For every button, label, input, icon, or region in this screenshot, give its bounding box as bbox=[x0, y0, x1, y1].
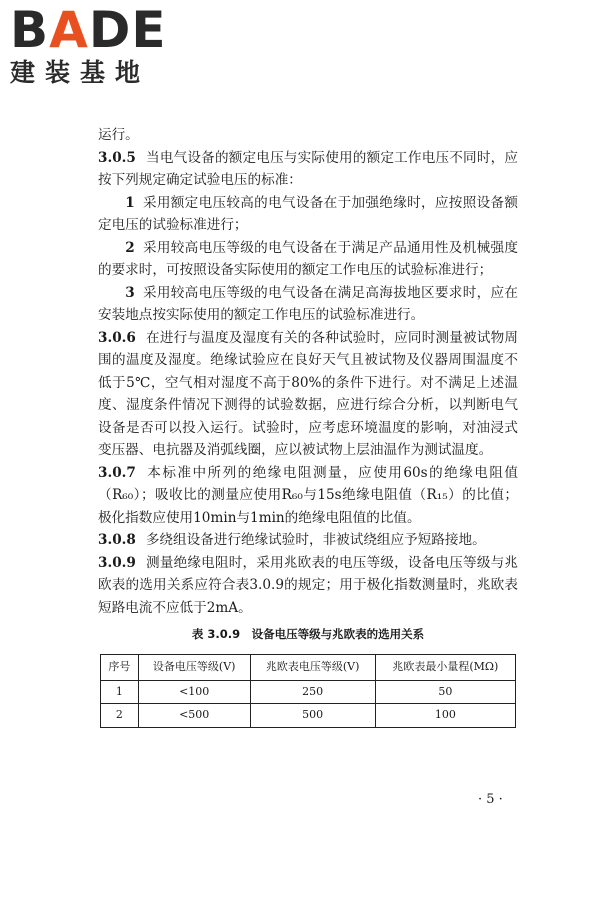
table-cell: 100 bbox=[375, 704, 515, 728]
logo-subtitle: 建装基地 bbox=[10, 58, 151, 87]
clause-3-0-8 bbox=[98, 529, 518, 552]
item-text: 采用额定电压较高的电气设备在于加强绝缘时，应按照设备额定电压的试验标准进行； bbox=[98, 194, 518, 233]
table-cell: <100 bbox=[138, 680, 250, 704]
table-cell: 1 bbox=[101, 680, 139, 704]
table-cell: 250 bbox=[250, 680, 375, 704]
item-number: 1 bbox=[125, 194, 135, 211]
table-row bbox=[101, 704, 516, 728]
clause-number: 3.0.5 bbox=[98, 149, 136, 166]
item-text: 采用较高电压等级的电气设备在于满足产品通用性及机械强度的要求时，可按照设备实际使用的额定工作电压的试验标准进行； bbox=[98, 239, 518, 278]
item-text: 采用较高电压等级的电气设备在满足高海拔地区要求时，应在安装地点按实际使用的额定工作电压的试验标准进行。 bbox=[98, 284, 518, 323]
item-number: 2 bbox=[125, 239, 135, 256]
clause-number: 3.0.7 bbox=[98, 464, 136, 481]
clause-3-0-6 bbox=[98, 327, 518, 462]
list-item-2 bbox=[98, 237, 518, 282]
clause-text: 在进行与温度及湿度有关的各种试验时，应同时测量被试物周围的温度及湿度。绝缘试验应在良好天气且被试物及仪器周围温度不低于5℃，空气相对湿度不高于80%的条件下进行。对不满足上述温度、湿度条件情况下测得的试验数据，应进行综合分析，以判断电气设备是否可以投入运行。试验时，应考虑环境温度的影响，对油浸式变压器、电抗器及消弧线圈，应以被试物上层油温作为测试温度。 bbox=[98, 329, 518, 458]
clause-number: 3.0.8 bbox=[98, 532, 136, 548]
document-body bbox=[98, 124, 518, 728]
table-cell: 50 bbox=[375, 680, 515, 704]
clause-text: 多绕组设备进行绝缘试验时，非被试绕组应予短路接地。 bbox=[145, 532, 486, 548]
table-header-row bbox=[101, 654, 516, 680]
clause-number: 3.0.9 bbox=[98, 554, 136, 571]
table-row bbox=[101, 680, 516, 704]
clause-3-0-7 bbox=[98, 462, 518, 530]
clause-text: 测量绝缘电阻时，采用兆欧表的电压等级，设备电压等级与兆欧表的选用关系应符合表3.0.9的规定；用于极化指数测量时，兆欧表短路电流不应低于2mA。 bbox=[98, 554, 518, 616]
table-cell: <500 bbox=[138, 704, 250, 728]
table-cell: 2 bbox=[101, 704, 139, 728]
column-header: 兆欧表最小量程(MΩ) bbox=[375, 654, 515, 680]
clause-number: 3.0.6 bbox=[98, 329, 136, 346]
clause-3-0-5 bbox=[98, 147, 518, 192]
table-caption: 表 3.0.9 设备电压等级与兆欧表的选用关系 bbox=[191, 627, 425, 641]
megohmmeter-selection-table bbox=[100, 654, 516, 728]
clause-text: 当电气设备的额定电压与实际使用的额定工作电压不同时，应按下列规定确定试验电压的标准： bbox=[98, 149, 518, 188]
list-item-1 bbox=[98, 192, 518, 237]
column-header: 兆欧表电压等级(V) bbox=[250, 654, 375, 680]
column-header: 序号 bbox=[101, 654, 139, 680]
page-number: · 5 · bbox=[478, 792, 503, 807]
brand-logo bbox=[10, 1, 190, 88]
table-cell: 500 bbox=[250, 704, 375, 728]
item-number: 3 bbox=[125, 284, 135, 301]
list-item-3 bbox=[98, 282, 518, 327]
clause-3-0-9 bbox=[98, 552, 518, 620]
logo-wordmark: BADE bbox=[10, 1, 167, 59]
clause-text: 本标准中所列的绝缘电阻测量，应使用60s的绝缘电阻值（R₆₀）；吸收比的测量应使用R₆₀与15s绝缘电阻值（R₁₅）的比值；极化指数应使用10min与1min的绝缘电阻值的比值。 bbox=[98, 464, 518, 526]
paragraph-continuation: 运行。 bbox=[98, 127, 139, 143]
column-header: 设备电压等级(V) bbox=[138, 654, 250, 680]
